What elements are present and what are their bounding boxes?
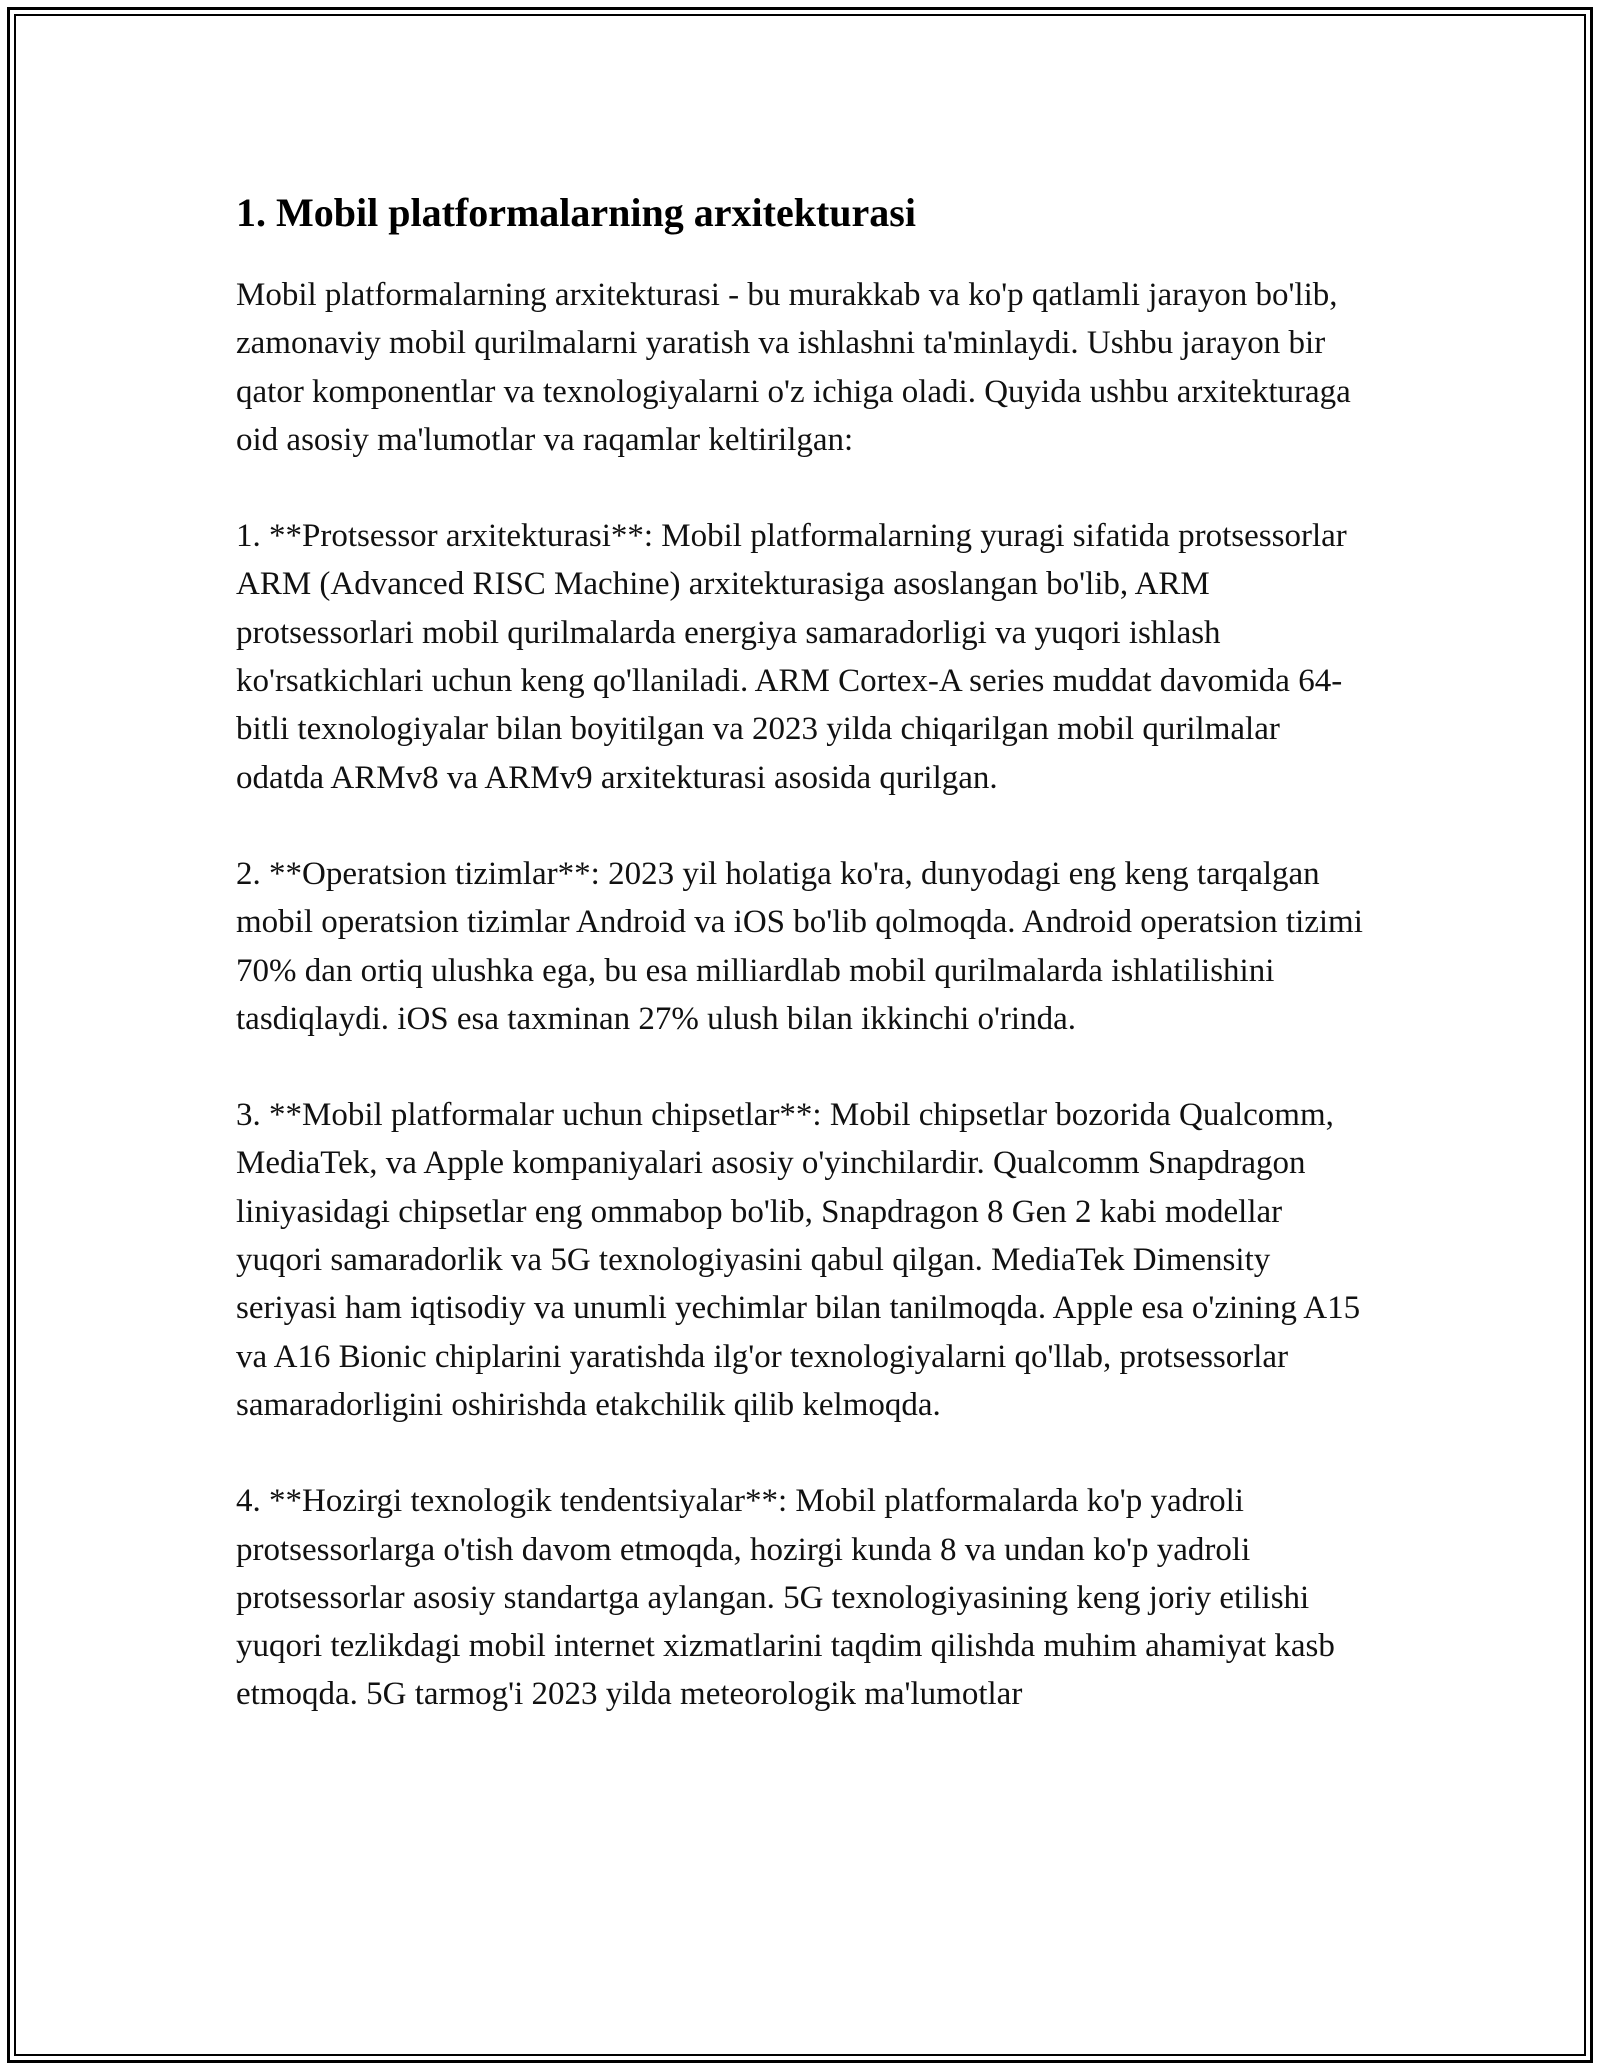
- tech-trends-paragraph: 4. **Hozirgi texnologik tendentsiyalar**: Mobil platformalarda ko'p yadroli protsessorlarga o'tish davom etmoqda, hozirgi kunda 8 va undan ko'p yadroli protsessorlar asosiy standartga aylangan. 5G texnologiyasining keng joriy etilishi yuqori tezlikdagi mobil internet xizmatlarini taqdim qilishda muhim ahamiyat kasb etmoqda. 5G tarmog'i 2023 yilda meteorologik ma'lumotlar: [236, 1483, 1335, 1713]
- processor-architecture-paragraph: 1. **Protsessor arxitekturasi**: Mobil platformalarning yuragi sifatida protsessorlar ARM (Advanced RISC Machine) arxitekturasiga asoslangan bo'lib, ARM protsessorlari mobil qurilmalarda energiya samaradorligi va yuqori ishlash ko'rsatkichlari uchun keng qo'llaniladi. ARM Cortex-A series muddat davomida 64-bitli texnologiyalar bilan boyitilgan va 2023 yilda chiqarilgan mobil qurilmalar odatda ARMv8 va ARMv9 arxitekturasi asosida qurilgan.: [236, 518, 1347, 796]
- operating-systems-paragraph: 2. **Operatsion tizimlar**: 2023 yil holatiga ko'ra, dunyodagi eng keng tarqalgan mobil operatsion tizimlar Android va iOS bo'lib qolmoqda. Android operatsion tizimi 70% dan ortiq ulushka ega, bu esa milliardlab mobil qurilmalarda ishlatilishini tasdiqlaydi. iOS esa taxminan 27% ulush bilan ikkinchi o'rinda.: [236, 855, 1363, 1037]
- document-body: [236, 185, 1376, 1767]
- chipsets-paragraph: 3. **Mobil platformalar uchun chipsetlar**: Mobil chipsetlar bozorida Qualcomm, MediaTek, va Apple kompaniyalari asosiy o'yinchilardir. Qualcomm Snapdragon liniyasidagi chipsetlar eng ommabop bo'lib, Snapdragon 8 Gen 2 kabi modellar yuqori samaradorlik va 5G texnologiyasini qabul qilgan. MediaTek Dimensity seriyasi ham iqtisodiy va unumli yechimlar bilan tanilmoqda. Apple esa o'zining A15 va A16 Bionic chiplarini yaratishda ilg'or texnologiyalarni qo'llab, protsessorlar samaradorligini oshirishda etakchilik qilib kelmoqda.: [236, 1097, 1361, 1423]
- section-title: 1. Mobil platformalarning arxitekturasi: [236, 190, 916, 235]
- intro-paragraph: Mobil platformalarning arxitekturasi - bu murakkab va ko'p qatlamli jarayon bo'lib, zamonaviy mobil qurilmalarni yaratish va ishlashni ta'minlaydi. Ushbu jarayon bir qator komponentlar va texnologiyalarni o'z ichiga oladi. Quyida ushbu arxitekturaga oid asosiy ma'lumotlar va raqamlar keltirilgan:: [236, 277, 1351, 458]
